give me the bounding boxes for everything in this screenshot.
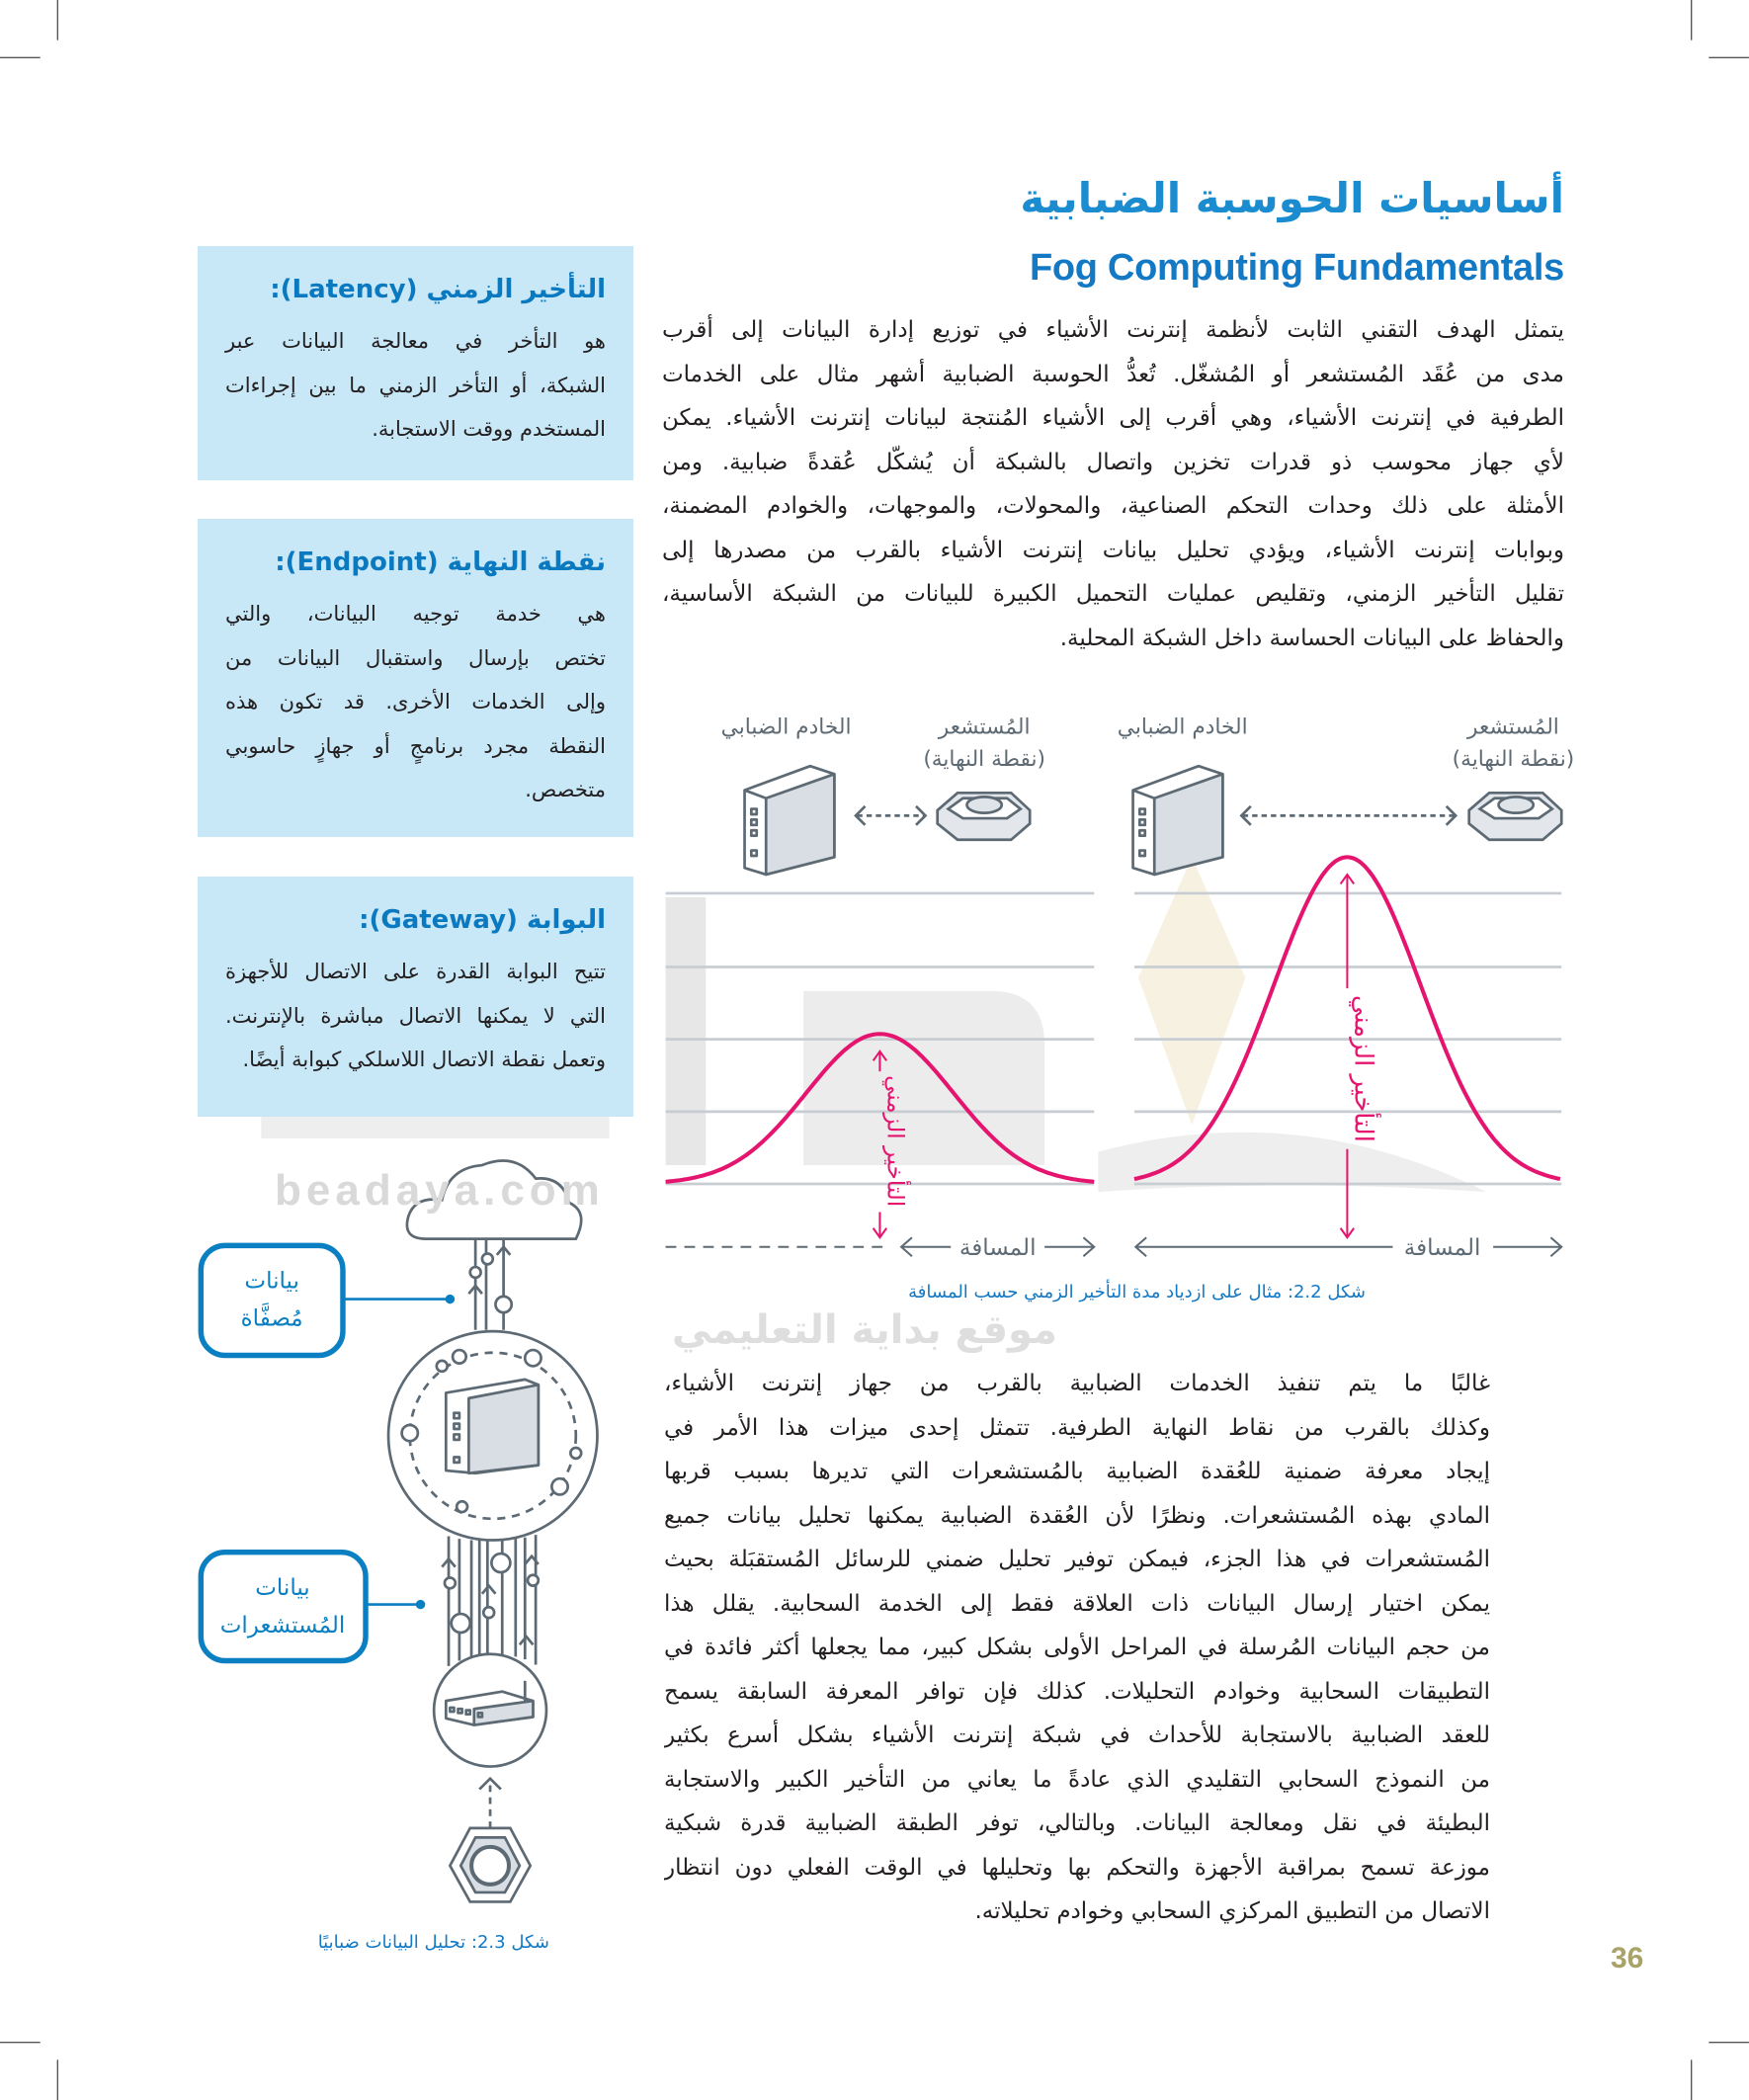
text-line: هو التأخر في معالجة البيانات عبر <box>225 329 606 353</box>
text-line: الطرفية في إنترنت الأشياء، وهي أقرب إلى الأشياء المُنتجة لبيانات إنترنت الأشياء. يمكن <box>662 405 1564 431</box>
intro-paragraph <box>662 308 1564 660</box>
fog-server-label: الخادم الضبابي <box>720 714 852 740</box>
distance-axis-right <box>1135 1237 1561 1256</box>
definition-box-endpoint <box>198 519 633 837</box>
text-line: من حجم البيانات المُرسلة في المراحل الأولى بشكل كبير، مما يجعلها أكثر فائدة في <box>664 1635 1490 1660</box>
text-line: لأي جهاز محوسب ذو قدرات تخزين واتصال بالشبكة أن يُشكّل عُقدةً ضبابية. ومن <box>662 449 1564 475</box>
endpoint-label: (نقطة النهاية) <box>923 747 1045 773</box>
filtered-data-label: بيانات <box>244 1268 299 1295</box>
definition-box-latency <box>198 246 633 480</box>
figure-2-3-caption: شكل 2.3: تحليل البيانات ضبابيًا <box>317 1932 549 1953</box>
text-line: غالبًا ما يتم تنفيذ الخدمات الضبابية بالقرب من جهاز إنترنت الأشياء، <box>664 1371 1490 1396</box>
definition-title: التأخير الزمني (Latency): <box>270 275 606 304</box>
definition-body <box>225 319 606 452</box>
sensor-icon <box>450 1828 530 1902</box>
fog-server-icon <box>446 1380 539 1473</box>
text-line: البطيئة في نقل ومعالجة البيانات. وبالتالي، توفر الطبقة الضبابية قدرة شبكية <box>664 1810 1490 1836</box>
text-line: وتعمل نقطة الاتصال اللاسلكي كبوابة أيضًا. <box>242 1048 606 1071</box>
body-paragraph <box>664 1362 1490 1934</box>
text-line: وبوابات إنترنت الأشياء، ويؤدي تحليل بيانات إنترنت الأشياء بالقرب من مصدرها إلى <box>662 537 1564 563</box>
page-title-english: Fog Computing Fundamentals <box>1029 247 1564 289</box>
text-line: المُستشعرات في هذا الجزء، فيمكن توفير تحليل ضمني للرسائل المُستقبَلة بحيث <box>664 1547 1490 1572</box>
definition-title: نقطة النهاية (Endpoint): <box>275 547 606 577</box>
sensor-label: المُستشعر <box>1467 714 1559 740</box>
text-line: هي خدمة توجيه البيانات، والتي <box>225 602 606 626</box>
watermark-text-arabic: موقع بداية التعليمي <box>672 1307 1057 1353</box>
text-line: وكذلك بالقرب من نقاط النهاية الطرفية. تتمثل إحدى ميزات هذا الأمر في <box>664 1414 1490 1441</box>
figure-2-2-caption: شكل 2.2: مثال على ازدياد مدة التأخير الزمني حسب المسافة <box>908 1282 1366 1302</box>
latency-label: التأخير الزمني <box>881 1075 908 1208</box>
text-line: النقطة مجرد برنامجٍ أو جهازٍ حاسوبي <box>225 733 606 758</box>
sensor-data-box <box>201 1553 424 1661</box>
definition-body <box>225 592 606 812</box>
definition-body <box>225 950 606 1082</box>
sensor-icon <box>938 793 1031 839</box>
text-line: يتمثل الهدف التقني الثابت لأنظمة إنترنت الأشياء في توزيع إدارة البيانات إلى أقرب <box>662 317 1564 343</box>
figure-fog-data-analysis <box>201 1161 597 1902</box>
distance-label: المسافة <box>958 1234 1037 1261</box>
definition-title: البوابة (Gateway): <box>359 905 606 935</box>
fog-server-label: الخادم الضبابي <box>1117 714 1248 740</box>
sensor-data-label: المُستشعرات <box>219 1613 346 1639</box>
distance-label: المسافة <box>1403 1234 1481 1261</box>
text-line: وإلى الخدمات الأخرى. قد تكون هذه <box>225 690 606 714</box>
watermark-text: beadaya.com <box>275 1166 605 1215</box>
sensor-data-lines <box>442 1535 539 1666</box>
text-line: متخصص. <box>525 778 606 801</box>
page-title-arabic: أساسيات الحوسبة الضبابية <box>1020 174 1564 222</box>
text-line: تختص بإرسال واستقبال البيانات من <box>225 645 606 670</box>
fog-server-icon <box>1133 766 1223 875</box>
text-line: الأمثلة على ذلك وحدات التحكم الصناعية، والمحولات، والموجهات، والخوادم المضمنة، <box>662 493 1564 519</box>
connection-arrow <box>1241 806 1456 825</box>
page-number: 36 <box>1611 1942 1644 1974</box>
sensor-label: المُستشعر <box>938 714 1031 740</box>
text-line: للعقد الضبابية بالاستجابة للأحداث في شبكة إنترنت الأشياء بشكل أسرع بكثير <box>664 1722 1490 1748</box>
text-line: الاتصال من التطبيق المركزي السحابي وخوادم تحليلاته. <box>974 1898 1490 1924</box>
text-line: الشبكة، أو التأخر الزمني ما بين إجراءات <box>225 373 606 397</box>
text-line: موزعة تسمح بمراقبة الأجهزة والتحكم بها وتحليلها في الوقت الفعلي دون انتظار <box>664 1854 1490 1881</box>
text-line: والحفاظ على البيانات الحساسة داخل الشبكة المحلية. <box>1059 625 1564 651</box>
text-line: تقليل التأخير الزمني، وتقليص عمليات التحميل الكبيرة للبيانات من الشبكة الأساسية، <box>662 581 1564 607</box>
text-line: من النموذج السحابي التقليدي الذي عادةً ما يعاني من التأخير الكبير والاستجابة <box>664 1766 1490 1793</box>
fog-server-icon <box>745 766 835 875</box>
sensor-data-label: بيانات <box>255 1575 310 1602</box>
connection-arrow <box>856 806 925 825</box>
text-line: التي لا يمكنها الاتصال مباشرة بالإنترنت. <box>225 1003 606 1028</box>
sensor-icon <box>1469 793 1562 839</box>
text-line: يمكن اختيار إرسال البيانات ذات العلاقة فقط إلى الخدمة السحابية. يقلل هذا <box>664 1590 1490 1617</box>
definition-box-gateway <box>198 877 633 1117</box>
endpoint-label: (نقطة النهاية) <box>1452 747 1575 773</box>
text-line: مدى من عُقَد المُستشعر أو المُشغّل. تُعدُّ الحوسبة الضبابية أشهر مثال على الخدمات <box>662 361 1564 387</box>
filtered-data-box <box>201 1245 454 1355</box>
latency-label: التأخير الزمني <box>1348 995 1378 1142</box>
text-line: تتيح البوابة القدرة على الاتصال للأجهزة <box>225 960 606 983</box>
text-line: التطبيقات السحابية وخوادم التحليلات. كذلك فإن توافر المعرفة السابقة يسمح <box>664 1678 1490 1705</box>
text-line: إيجاد معرفة ضمنية للعُقدة الضبابية بالمُستشعرات التي تديرها بسبب قربها <box>664 1459 1490 1484</box>
text-line: المستخدم ووقت الاستجابة. <box>372 417 606 441</box>
filtered-data-label: مُصفَّاة <box>240 1305 303 1332</box>
text-line: المادي بهذه المُستشعرات. ونظرًا لأن العُقدة الضبابية يمكنها تحليل بيانات جميع <box>664 1502 1490 1529</box>
